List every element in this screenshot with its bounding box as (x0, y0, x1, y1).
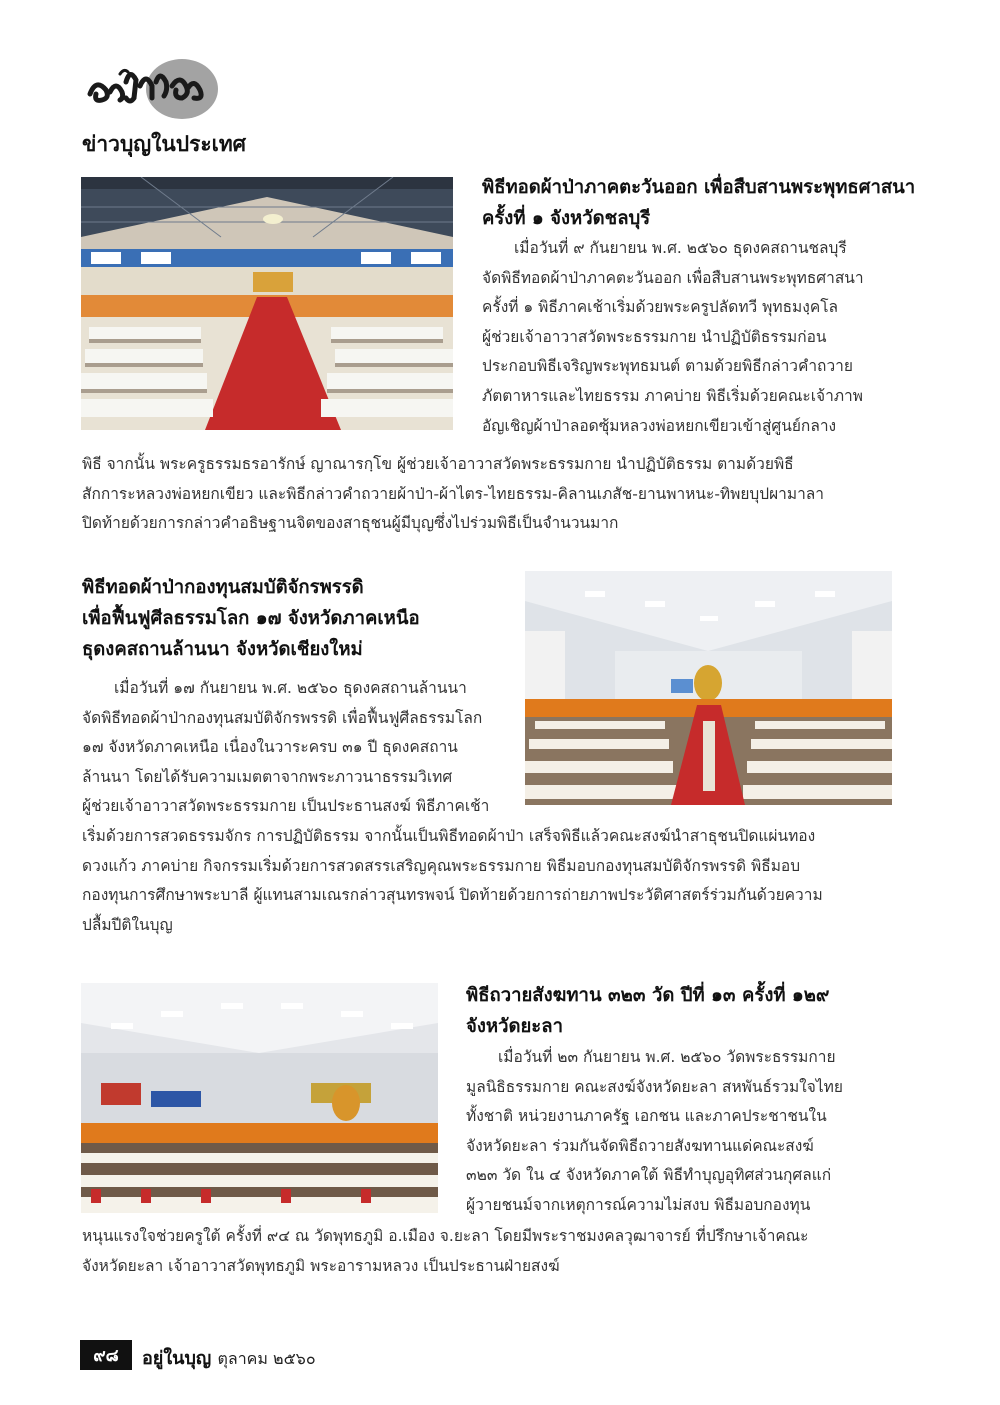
article-3-side-text (466, 1043, 894, 1221)
article-3-full-text (82, 1222, 894, 1281)
article-3-title (466, 980, 894, 1042)
article-3-title-line: พิธีถวายสังฆทาน ๓๒๓ วัด ปีที่ ๑๓ ครั้งที่ ๑๒๙ (466, 985, 830, 1006)
article-2-side-text (82, 674, 502, 822)
text-line: เริ่มด้วยการสวดธรรมจักร การปฏิบัติธรรม จากนั้นเป็นพิธีทอดผ้าป่า เสร็จพิธีแล้วคณะสงฆ์นำสาธุชนปิดแผ่นทอง (82, 827, 816, 845)
text-line: เมื่อวันที่ ๒๓ กันยายน พ.ศ. ๒๕๖๐ วัดพระธรรมกาย (498, 1048, 836, 1066)
article-1-title-line: พิธีทอดผ้าป่าภาคตะวันออก เพื่อสืบสานพระพุทธศาสนา (482, 177, 916, 198)
text-line: หนุนแรงใจช่วยครูใต้ ครั้งที่ ๙๔ ณ วัดพุทธภูมิ อ.เมือง จ.ยะลา โดยมีพระราชมงคลวุฒาจารย์ ที่ปรึกษาเจ้าคณะ (82, 1227, 809, 1245)
text-line: เมื่อวันที่ ๑๗ กันยายน พ.ศ. ๒๕๖๐ ธุดงคสถานล้านนา (114, 679, 467, 697)
text-line: ดวงแก้ว ภาคบ่าย กิจกรรมเริ่มด้วยการสวดสรรเสริญคุณพระธรรมกาย พิธีมอบกองทุนสมบัติจักรพรรดิ พิธีมอบ (82, 856, 801, 875)
text-line: มูลนิธิธรรมกาย คณะสงฆ์จังหวัดยะลา สหพันธ์รวมใจไทย (466, 1077, 843, 1096)
text-line: จัดพิธีทอดผ้าป่าภาคตะวันออก เพื่อสืบสานพระพุทธศาสนา (482, 268, 864, 287)
text-line: สักการะหลวงพ่อหยกเขียว และพิธีกล่าวคำถวายผ้าป่า-ผ้าไตร-ไทยธรรม-คิลานเภสัช-ยานพาหนะ-ทิพยบุปผามาลา (82, 484, 825, 503)
footer-magazine-name: อยู่ในบุญ (142, 1348, 212, 1369)
text-line: ผู้ช่วยเจ้าอาวาสวัดพระธรรมกาย นำปฏิบัติธรรมก่อน (482, 327, 827, 346)
text-line: ปลื้มปีติในบุญ (82, 915, 173, 934)
article-1-title (482, 172, 916, 234)
article-2-title-line: เพื่อฟื้นฟูศีลธรรมโลก ๑๗ จังหวัดภาคเหนือ (82, 608, 420, 629)
text-line: พิธี จากนั้น พระครูธรรมธรอารักษ์ ญาณารกฺโข ผู้ช่วยเจ้าอาวาสวัดพระธรรมกาย นำปฏิบัติธรรม ตามด้วยพิธี (82, 455, 794, 473)
section-title: ข่าวบุญในประเทศ (82, 132, 247, 156)
footer-issue-date: ตุลาคม ๒๕๖๐ (217, 1349, 316, 1368)
text-line: ภัตตาหารและไทยธรรม ภาคบ่าย พิธีเริ่มด้วยคณะเจ้าภาพ (482, 386, 863, 405)
text-line: ครั้งที่ ๑ พิธีภาคเช้าเริ่มด้วยพระครูปลัดทวี พุทธมงฺคโล (482, 298, 839, 317)
magazine-logo (80, 52, 230, 122)
article-3-title-line: จังหวัดยะลา (466, 1016, 563, 1037)
article-2-title (82, 572, 502, 665)
text-line: ผู้ช่วยเจ้าอาวาสวัดพระธรรมกาย เป็นประธานสงฆ์ พิธีภาคเช้า (82, 797, 490, 816)
text-line: กองทุนการศึกษาพระบาลี ผู้แทนสามเณรกล่าวสุนทรพจน์ ปิดท้ายด้วยการถ่ายภาพประวัติศาสตร์ร่วมกันด้วยความ (82, 886, 823, 905)
article-2-title-line: ธุดงคสถานล้านนา จังหวัดเชียงใหม่ (82, 639, 363, 660)
article-2-title-line: พิธีทอดผ้าป่ากองทุนสมบัติจักรพรรดิ (82, 577, 364, 598)
text-line: จังหวัดยะลา เจ้าอาวาสวัดพุทธภูมิ พระอารามหลวง เป็นประธานฝ่ายสงฆ์ (82, 1256, 560, 1275)
article-1-title-line: ครั้งที่ ๑ จังหวัดชลบุรี (482, 208, 651, 229)
page-number: ๙๘ (80, 1340, 132, 1370)
article-1-photo (81, 177, 453, 430)
text-line: อัญเชิญผ้าป่าลอดซุ้มหลวงพ่อหยกเขียวเข้าสู่ศูนย์กลาง (482, 416, 837, 435)
article-1-full-text (82, 450, 894, 539)
text-line: จังหวัดยะลา ร่วมกันจัดพิธีถวายสังฆทานแด่คณะสงฆ์ (466, 1136, 814, 1155)
text-line: ผู้วายชนม์จากเหตุการณ์ความไม่สงบ พิธีมอบกองทุน (466, 1195, 811, 1214)
text-line: จัดพิธีทอดผ้าป่ากองทุนสมบัติจักรพรรดิ เพื่อฟื้นฟูศีลธรรมโลก (82, 708, 483, 727)
text-line: ๓๒๓ วัด ใน ๔ จังหวัดภาคใต้ พิธีทำบุญอุทิศส่วนกุศลแก่ (466, 1166, 832, 1185)
article-3-photo (81, 983, 438, 1213)
text-line: ปิดท้ายด้วยการกล่าวคำอธิษฐานจิตของสาธุชนผู้มีบุญซึ่งไปร่วมพิธีเป็นจำนวนมาก (82, 514, 619, 533)
footer-magazine (142, 1343, 316, 1372)
text-line: ทั้งชาติ หน่วยงานภาครัฐ เอกชน และภาคประชาชนใน (466, 1107, 827, 1126)
text-line: ๑๗ จังหวัดภาคเหนือ เนื่องในวาระครบ ๓๑ ปี ธุดงคสถาน (82, 738, 458, 757)
article-1-side-text (482, 234, 894, 441)
article-2-photo (525, 571, 892, 805)
text-line: ล้านนา โดยได้รับความเมตตาจากพระภาวนาธรรมวิเทศ (82, 767, 453, 786)
text-line: ประกอบพิธีเจริญพระพุทธมนต์ ตามด้วยพิธีกล่าวคำถวาย (482, 357, 853, 376)
article-2-full-text (82, 822, 894, 940)
text-line: เมื่อวันที่ ๙ กันยายน พ.ศ. ๒๕๖๐ ธุดงคสถานชลบุรี (514, 239, 847, 257)
